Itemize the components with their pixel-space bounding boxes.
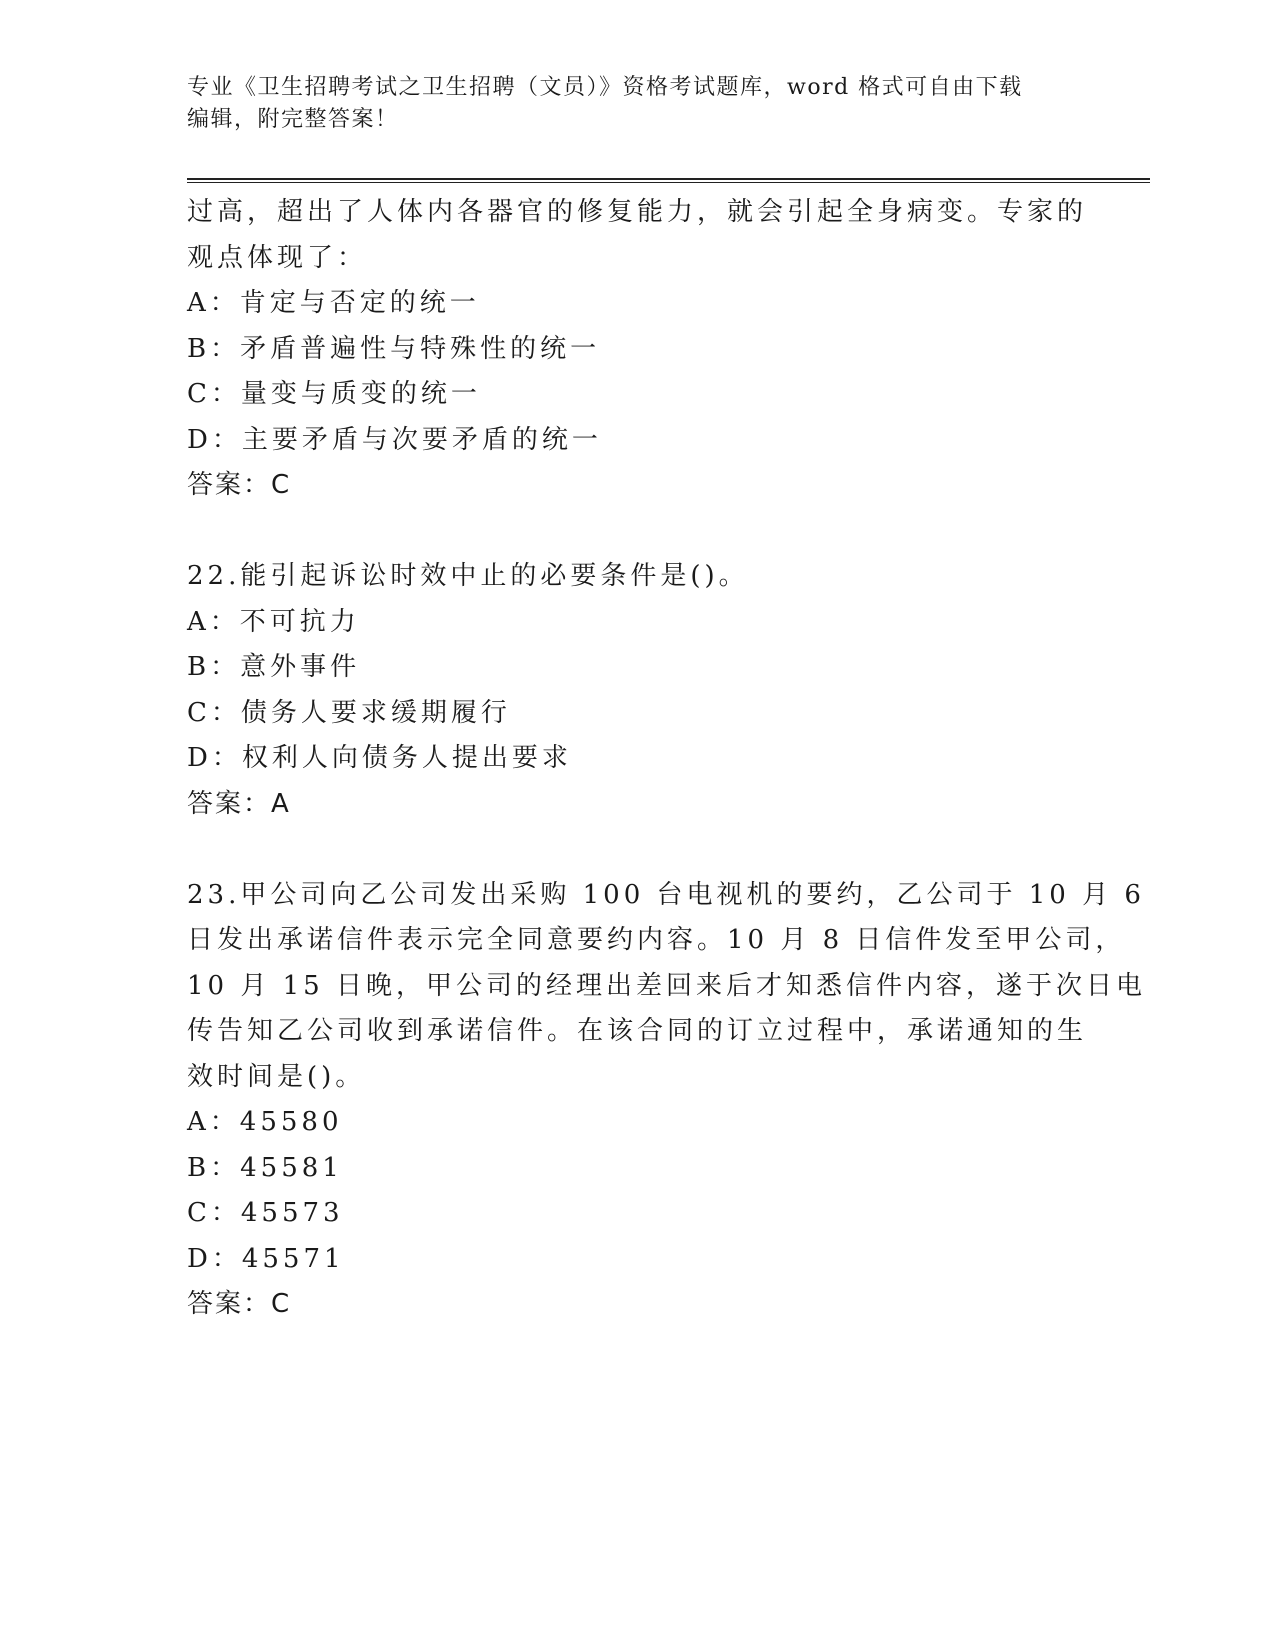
question-23: [187, 873, 1146, 1328]
option-b: B：矛盾普遍性与特殊性的统一: [187, 333, 601, 364]
option-d: D：主要矛盾与次要矛盾的统一: [187, 424, 602, 455]
option-a: A：肯定与否定的统一: [187, 288, 480, 318]
header-title-line-2: 编辑，附完整答案！: [187, 107, 399, 132]
header-divider: [187, 178, 1150, 183]
option-a: A：45580: [187, 1107, 343, 1137]
header-title-line-1: 专业《卫生招聘考试之卫生招聘（文员）》资格考试题库，word 格式可自由下载: [187, 75, 1023, 100]
question-stem-line: 过高，超出了人体内各器官的修复能力，就会引起全身病变。专家的: [187, 197, 1088, 227]
question-21: [187, 190, 1087, 509]
question-list: [187, 190, 1146, 1328]
option-d: D：权利人向债务人提出要求: [187, 743, 572, 773]
answer-line: 答案：C: [187, 1289, 292, 1319]
option-c: C：债务人要求缓期履行: [187, 697, 511, 728]
question-22: [187, 554, 1087, 827]
option-c: C：量变与质变的统一: [187, 379, 481, 409]
question-stem-line: 观点体现了：: [187, 242, 368, 273]
question-spacer: [187, 827, 1087, 873]
option-b: B：45581: [187, 1152, 343, 1183]
answer-line: 答案：C: [187, 470, 292, 500]
page-header: [187, 72, 1067, 136]
option-a: A：不可抗力: [187, 606, 360, 637]
answer-line: 答案：A: [187, 788, 291, 819]
question-spacer: [187, 509, 1087, 555]
question-stem-line: 日发出承诺信件表示完全同意要约内容。10 月 8 日信件发至甲公司，: [187, 925, 1126, 955]
question-stem-line: 传告知乙公司收到承诺信件。在该合同的订立过程中，承诺通知的生: [187, 1016, 1088, 1046]
option-b: B：意外事件: [187, 652, 361, 682]
question-stem-line: 效时间是()。: [187, 1061, 366, 1092]
question-stem-line: 10 月 15 日晚，甲公司的经理出差回来后才知悉信件内容，遂于次日电: [187, 970, 1146, 1001]
option-d: D：45571: [187, 1243, 345, 1274]
question-stem-line: 23.甲公司向乙公司发出采购 100 台电视机的要约，乙公司于 10 月 6: [187, 879, 1145, 910]
question-stem-line: 22.能引起诉讼时效中止的必要条件是()。: [187, 561, 749, 591]
option-c: C：45573: [187, 1198, 344, 1228]
